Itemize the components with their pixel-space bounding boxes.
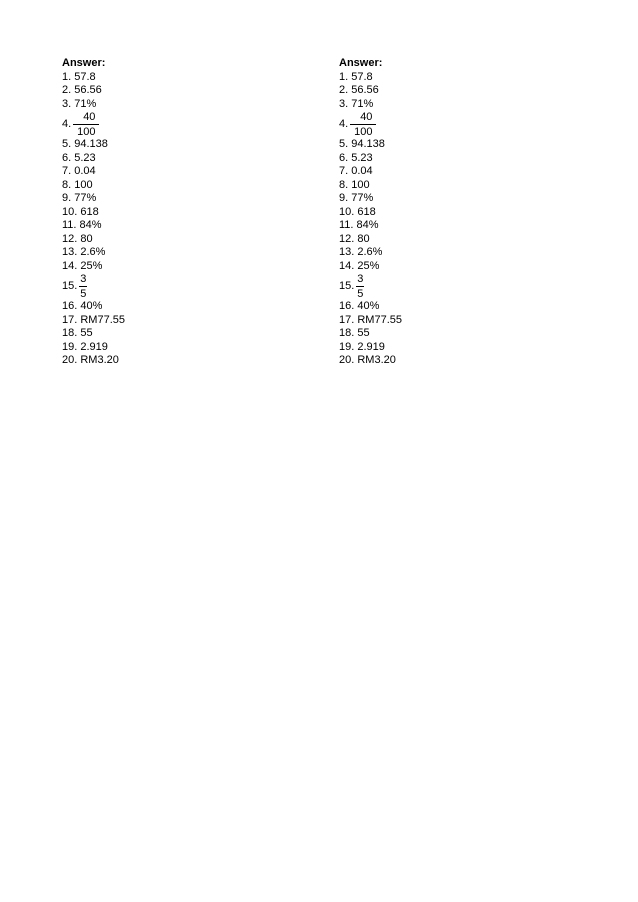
answer-heading: Answer: — [339, 57, 383, 69]
answer-5: 5. 94.138 — [62, 138, 108, 150]
answer-6: 6. 5.23 — [339, 151, 373, 164]
answer-9: 9. 77% — [62, 192, 97, 204]
answer-15 — [62, 273, 302, 300]
answer-9: 9. 77% — [339, 192, 374, 204]
answer-15-denominator: 5 — [357, 288, 364, 300]
answer-4 — [62, 111, 302, 138]
answer-15-numerator: 3 — [80, 273, 87, 285]
answer-16: 16. 40% — [62, 300, 103, 312]
answer-6: 6. 5.23 — [62, 151, 96, 164]
answer-12: 12. 80 — [62, 232, 93, 245]
answer-18: 18. 55 — [62, 327, 93, 339]
answer-4-numerator: 40 — [350, 111, 376, 125]
answer-20: 20. RM3.20 — [62, 354, 119, 366]
answer-11: 11. 84% — [62, 219, 102, 231]
answer-4 — [339, 111, 579, 138]
answer-15-prefix: 15. — [62, 279, 78, 292]
answer-19: 19. 2.919 — [62, 340, 108, 353]
answer-4-numerator: 40 — [73, 111, 99, 125]
answer-15-fraction — [356, 273, 364, 300]
answer-15-prefix: 15. — [339, 279, 355, 292]
answer-4-fraction — [73, 111, 99, 138]
answer-14: 14. 25% — [339, 259, 380, 272]
answer-15 — [339, 273, 579, 300]
answer-10: 10. 618 — [339, 205, 376, 218]
answer-11: 11. 84% — [339, 219, 379, 231]
answer-13: 13. 2.6% — [339, 246, 383, 258]
answer-2: 2. 56.56 — [339, 84, 379, 96]
answer-column-left — [62, 57, 302, 368]
answer-15-numerator: 3 — [357, 273, 364, 285]
answer-10: 10. 618 — [62, 205, 99, 218]
answer-1: 1. 57.8 — [339, 70, 373, 83]
answer-4-prefix: 4. — [339, 117, 349, 130]
answer-8: 8. 100 — [62, 178, 93, 191]
answer-17: 17. RM77.55 — [339, 313, 402, 326]
answer-16: 16. 40% — [339, 300, 380, 312]
answer-14: 14. 25% — [62, 259, 103, 272]
answer-4-denominator: 100 — [77, 126, 96, 138]
answer-7: 7. 0.04 — [62, 165, 96, 177]
answer-12: 12. 80 — [339, 232, 370, 245]
answer-15-denominator: 5 — [80, 288, 87, 300]
answer-2: 2. 56.56 — [62, 84, 102, 96]
answer-5: 5. 94.138 — [339, 138, 385, 150]
answer-3: 3. 71% — [62, 97, 97, 110]
answer-17: 17. RM77.55 — [62, 313, 125, 326]
answer-3: 3. 71% — [339, 97, 374, 110]
answer-19: 19. 2.919 — [339, 340, 385, 353]
answer-15-fraction — [79, 273, 87, 300]
answer-1: 1. 57.8 — [62, 70, 96, 83]
answer-column-right — [339, 57, 579, 368]
answer-20: 20. RM3.20 — [339, 354, 396, 366]
answer-8: 8. 100 — [339, 178, 370, 191]
answer-7: 7. 0.04 — [339, 165, 373, 177]
answer-4-denominator: 100 — [354, 126, 373, 138]
answer-18: 18. 55 — [339, 327, 370, 339]
answer-4-prefix: 4. — [62, 117, 72, 130]
answer-4-fraction — [350, 111, 376, 138]
answer-13: 13. 2.6% — [62, 246, 106, 258]
answer-heading: Answer: — [62, 57, 106, 69]
